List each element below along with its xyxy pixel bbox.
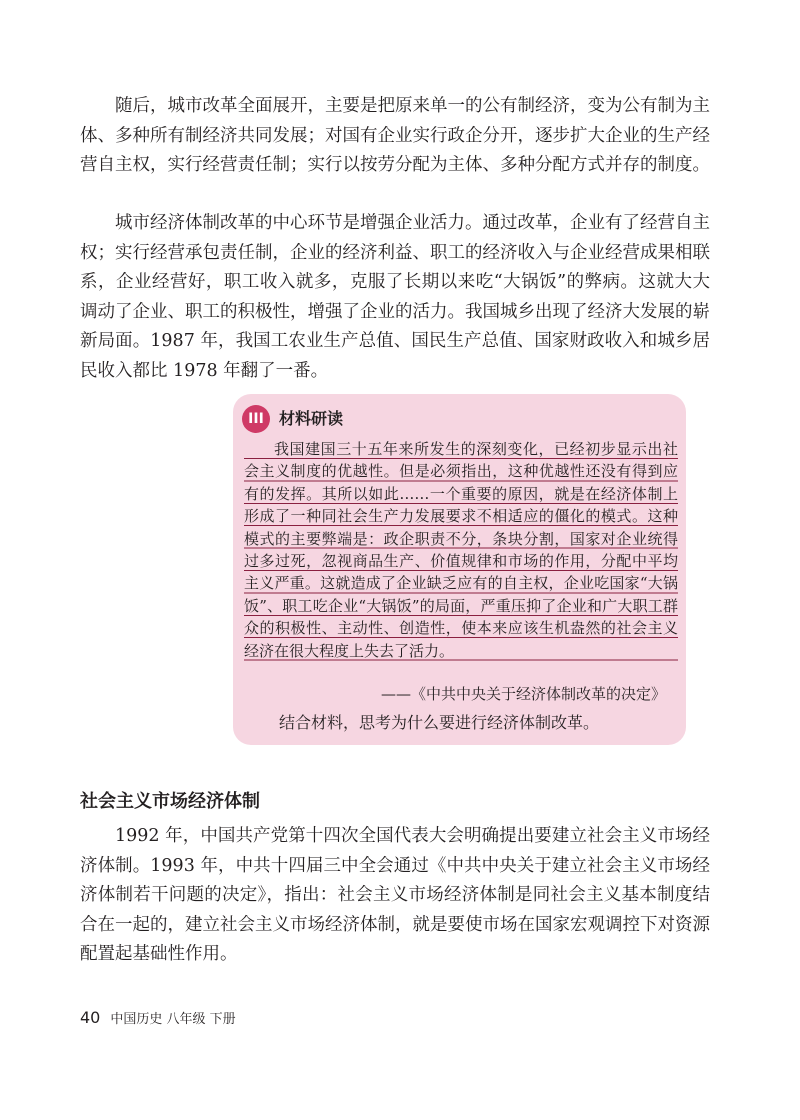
paragraph-enterprise-vitality: 城市经济体制改革的中心环节是增强企业活力。通过改革，企业有了经营自主权；实行经营承包责任制，企业的经济利益、职工的经济收入与企业经营成果相联系，企业经营好，职工收入就多，克服了长期以来吃“大锅饭”的弊病。这就大大调动了企业、职工的积极性，增强了企业的活力。我国城乡出现了经济大发展的崭新局面。1987 年，我国工农业生产总值、国民生产总值、国家财政收入和城乡居民收入都比 1978 年翻了一番。 bbox=[80, 213, 710, 381]
paragraph-market-economy: 1992 年，中国共产党第十四次全国代表大会明确提出要建立社会主义市场经济体制。1993 年，中共十四届三中全会通过《中共中央关于建立社会主义市场经济体制若干问题的决定》，指出：社会主义市场经济体制是同社会主义基本制度结合在一起的，建立社会主义市场经济体制，就是要使市场在国家宏观调控下对资源配置起基础性作用。 bbox=[80, 826, 710, 964]
material-question: 结合材料，思考为什么要进行经济体制改革。 bbox=[279, 713, 600, 732]
page-number: 40 bbox=[80, 1008, 101, 1027]
material-study-box bbox=[233, 394, 686, 745]
three-bars-circle-icon: III bbox=[242, 405, 270, 433]
material-source: ——《中共中央关于经济体制改革的决定》 bbox=[380, 685, 666, 703]
material-box-title: 材料研读 bbox=[279, 409, 344, 428]
paragraph-city-reform: 随后，城市改革全面展开，主要是把原来单一的公有制经济，变为公有制为主体、多种所有制经济共同发展；对国有企业实行政企分开，逐步扩大企业的生产经营自主权，实行经营责任制；实行以按劳分配为主体、多种分配方式并存的制度。 bbox=[80, 96, 710, 175]
page-footer bbox=[80, 1008, 236, 1030]
book-title: 中国历史 八年级 下册 bbox=[110, 1012, 236, 1027]
material-quote: 我国建国三十五年来所发生的深刻变化，已经初步显示出社会主义制度的优越性。但是必须指出，这种优越性还没有得到应有的发挥。其所以如此……一个重要的原因，就是在经济体制上形成了一种同社会生产力发展要求不相适应的僵化的模式。这种模式的主要弊端是：政企职责不分，条块分割，国家对企业统得过多过死，忽视商品生产、价值规律和市场的作用，分配中平均主义严重。这就造成了企业缺乏应有的自主权，企业吃国家“大锅饭”、职工吃企业“大锅饭”的局面，严重压抑了企业和广大职工群众的积极性、主动性、创造性，使本来应该生机盎然的社会主义经济在很大程度上失去了活力。 bbox=[244, 438, 678, 662]
section-heading: 社会主义市场经济体制 bbox=[80, 791, 260, 812]
